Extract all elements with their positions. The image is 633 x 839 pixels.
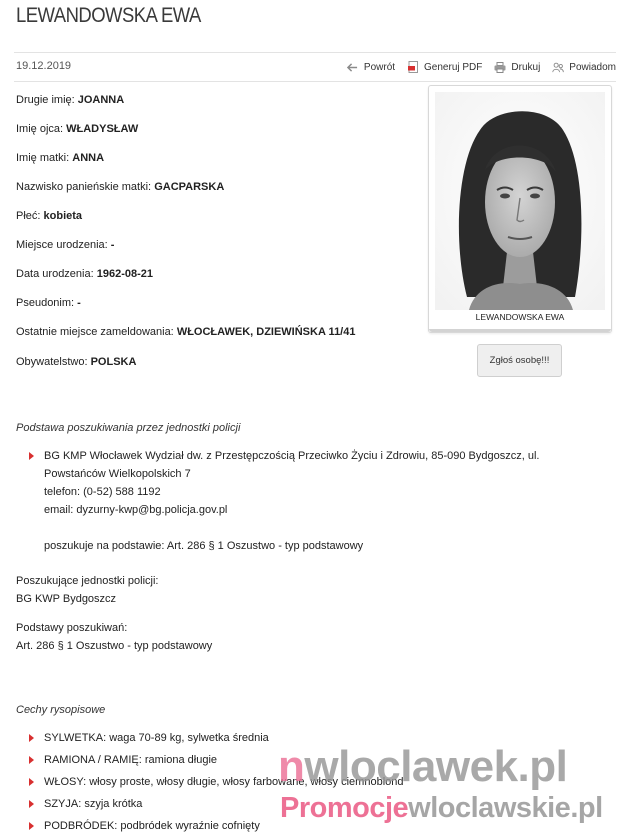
basis-list [16,447,606,555]
feature-text: RAMIONA / RAMIĘ: ramiona długie [44,754,218,766]
print-icon [494,61,506,73]
action-toolbar [347,61,616,73]
notify-label: Powiadom [569,61,616,73]
watermark-part: Promocje [280,792,409,824]
watermark-wloclawek [278,742,567,792]
bullet-arrow-icon [29,822,34,830]
bullet-arrow-icon [29,734,34,742]
bullet-arrow-icon [29,452,34,460]
field-last-address [16,326,355,338]
field-label: Miejsce urodzenia: [16,239,108,251]
field-mother-name [16,152,104,164]
searching-units-label: Poszukujące jednostki policji: [16,575,159,587]
field-label: Obywatelstwo: [16,356,88,368]
spacer [44,519,606,537]
field-birth-date [16,268,153,280]
feature-text: SZYJA: szyja krótka [44,798,143,810]
generate-pdf-link[interactable] [407,61,482,73]
search-basis-value: Art. 286 § 1 Oszustwo - typ podstawowy [16,640,213,652]
search-basis-label: Podstawy poszukiwań: [16,622,128,634]
field-label: Imię matki: [16,152,70,164]
field-value: GACPARSKA [154,181,225,193]
field-label: Data urodzenia: [16,268,94,280]
field-father-name [16,123,138,135]
field-value: - [77,297,81,309]
field-value: POLSKA [90,356,137,368]
print-label: Drukuj [511,61,541,73]
features-section-title: Cechy rysopisowe [16,704,106,716]
searching-units-value: BG KWP Bydgoszcz [16,593,117,605]
police-unit-address-line2: Powstańców Wielkopolskich 7 [44,468,191,480]
feature-text: PODBRÓDEK: podbródek wyraźnie cofnięty [44,820,260,832]
field-alias [16,297,81,309]
searching-units [16,572,158,608]
photo-caption: LEWANDOWSKA EWA [475,312,565,322]
legal-basis: poszukuje na podstawie: Art. 286 § 1 Oszustwo - typ podstawowy [44,540,364,552]
field-value: WŁOCŁAWEK, DZIEWIŃSKA 11/41 [176,326,356,338]
field-sex [16,210,82,222]
report-person-button[interactable]: Zgłoś osobę!!! [477,344,562,377]
publication-date: 19.12.2019 [16,60,72,72]
photo-card [428,85,612,333]
field-birthplace [16,239,114,251]
field-value: kobieta [43,210,83,222]
field-value: - [110,239,115,251]
field-label: Drugie imię: [16,94,75,106]
field-value: WŁADYSŁAW [66,123,139,135]
basis-section-title: Podstawa poszukiwania przez jednostki policji [16,422,241,434]
feature-text: WŁOSY: włosy proste, włosy długie, włosy farbowane, włosy ciemnoblond [44,776,404,788]
list-item [16,447,606,555]
field-second-name [16,94,124,106]
person-photo [435,92,605,310]
generate-pdf-label: Generuj PDF [424,61,483,73]
pdf-icon [407,61,419,73]
field-label: Imię ojca: [16,123,64,135]
meta-bar [14,52,616,82]
field-value: 1962-08-21 [96,268,154,280]
feature-text: SYLWETKA: waga 70-89 kg, sylwetka średnia [44,732,269,744]
field-value: ANNA [72,152,105,164]
back-link[interactable] [347,61,395,73]
field-mother-maiden-name [16,181,224,193]
page-title: LEWANDOWSKA EWA [16,4,201,27]
watermark-part: n [278,742,305,791]
people-icon [552,61,564,73]
search-basis [16,619,212,655]
field-label: Pseudonim: [16,297,75,309]
watermark-part: wloclawek.pl [304,742,568,791]
back-arrow-icon [347,61,359,73]
bullet-arrow-icon [29,800,34,808]
bullet-arrow-icon [29,756,34,764]
notify-link[interactable] [552,61,616,73]
field-value: JOANNA [77,94,125,106]
field-label: Nazwisko panieńskie matki: [16,181,152,193]
police-unit-email: email: dyzurny-kwp@bg.policja.gov.pl [44,504,228,516]
watermark-promocje [280,792,603,825]
police-unit-address-line1: BG KMP Włocławek Wydział dw. z Przestępczością Przeciwko Życiu i Zdrowiu, 85-090 Bydgoszcz, ul. [44,450,540,462]
print-link[interactable] [494,61,540,73]
back-link-label: Powrót [363,61,396,73]
watermark-part: wloclawskie.pl [408,792,603,824]
police-unit-phone: telefon: (0-52) 588 1192 [44,486,161,498]
field-citizenship [16,356,136,368]
bullet-arrow-icon [29,778,34,786]
field-label: Płeć: [16,210,41,222]
field-label: Ostatnie miejsce zameldowania: [16,326,174,338]
